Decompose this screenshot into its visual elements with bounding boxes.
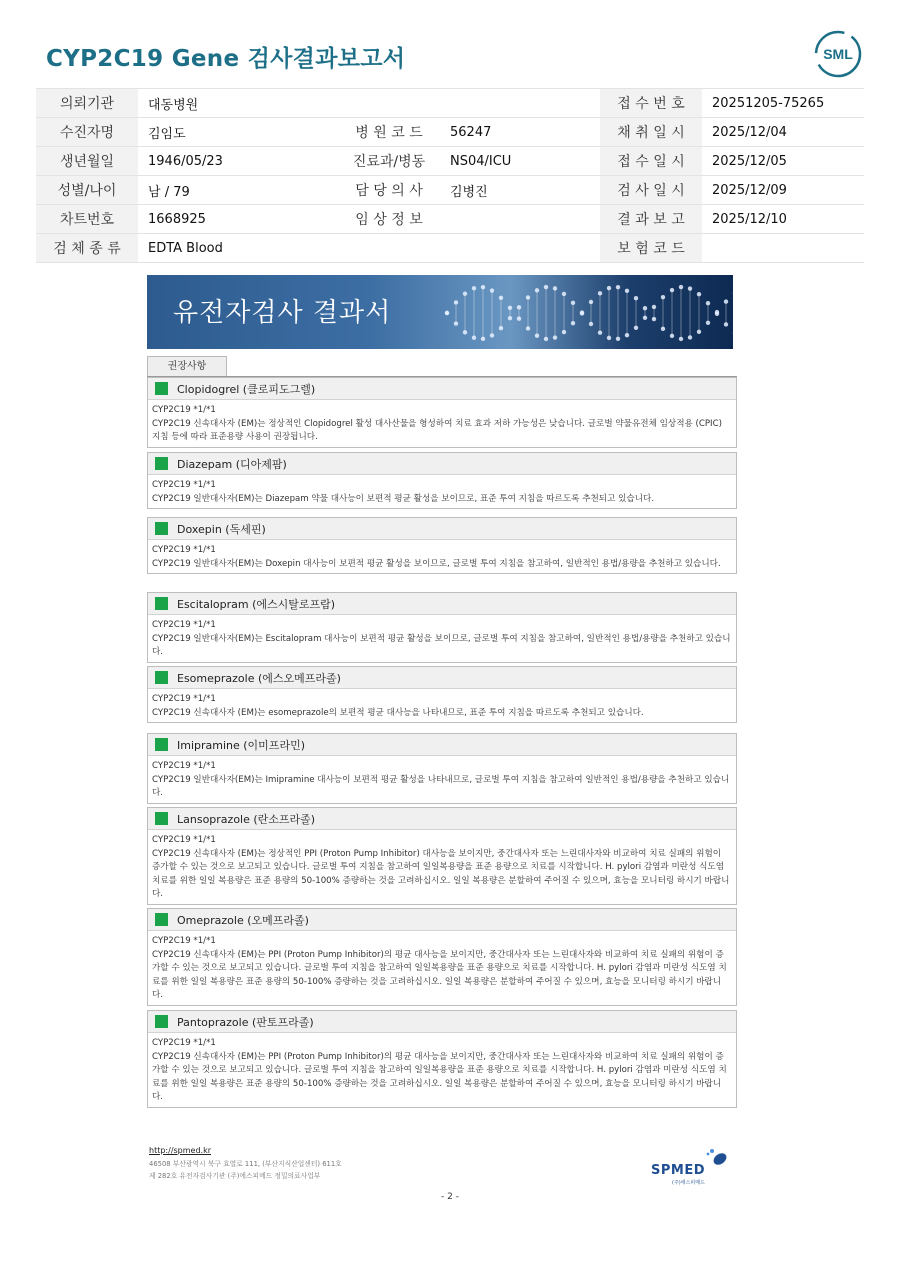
helix-node (715, 310, 719, 314)
recommendation-card (147, 452, 737, 509)
patient-value: 56247 (440, 118, 600, 147)
helix-node (679, 285, 683, 289)
drug-name: Clopidogrel (클로피도그렐) (177, 383, 316, 396)
helix-node (607, 286, 611, 290)
capsule-icon (707, 1149, 729, 1167)
helix-node (679, 337, 683, 341)
drug-header (148, 593, 736, 615)
recommendation-card (147, 592, 737, 663)
helix-node (634, 296, 638, 300)
patient-value: 2025/12/05 (702, 147, 864, 176)
genotype: CYP2C19 *1/*1 (152, 835, 216, 845)
status-square-icon (155, 597, 168, 610)
patient-value (440, 234, 600, 263)
helix-node (526, 326, 530, 330)
drug-recommendation (148, 615, 736, 662)
helix-node (544, 337, 548, 341)
recommendation-text: CYP2C19 일반대사자(EM)는 Diazepam 약물 대사능이 보편적 평균 활성을 보이므로, 표준 투여 지침을 따르도록 추천되고 있습니다. (152, 493, 655, 504)
helix-node (481, 285, 485, 289)
drug-recommendation (148, 540, 736, 573)
drug-header (148, 378, 736, 400)
status-square-icon (155, 913, 168, 926)
banner-title: 유전자검사 결과서 (173, 298, 392, 328)
recommendation-card (147, 908, 737, 1006)
helix-node (634, 326, 638, 330)
helix-node (643, 316, 647, 320)
helix-node (607, 336, 611, 340)
helix-node (652, 305, 656, 309)
drug-header (148, 734, 736, 756)
patient-label: 접 수 일 시 (600, 147, 702, 176)
helix-node (535, 288, 539, 292)
patient-label: 검 체 종 류 (36, 234, 138, 263)
patient-value: 20251205-75265 (702, 89, 864, 118)
patient-row (36, 234, 864, 263)
recommendation-card (147, 666, 737, 723)
patient-value: 1946/05/23 (138, 147, 338, 176)
patient-label: 담 당 의 사 (338, 176, 440, 205)
footer-address (149, 1158, 342, 1182)
drug-name: Lansoprazole (란소프라졸) (177, 813, 316, 826)
drug-name: Omeprazole (오메프라졸) (177, 914, 309, 927)
helix-node (706, 321, 710, 325)
helix-node (580, 310, 584, 314)
recommendation-card (147, 517, 737, 574)
helix-node (508, 316, 512, 320)
status-square-icon (155, 457, 168, 470)
helix-node (508, 306, 512, 310)
patient-value: 김병진 (440, 176, 600, 205)
patient-label: 차트번호 (36, 205, 138, 234)
helix-node (445, 311, 449, 315)
patient-label: 접 수 번 호 (600, 89, 702, 118)
recommendation-text: CYP2C19 신속대사자 (EM)는 PPI (Proton Pump Inhibitor)의 평균 대사능을 보이지만, 중간대사자 또는 느린대사자와 비교하여 치료 실패의 위험이 증가할 수 있는 것으로 보고되고 있습니다. 글로벌 투여 지침을 참고하여 일일복용량을 표준 용량으로 치료를 시작합니다. H. pylori 감염과 미란성 식도염 치료를 위한 일일 복용량은 표준 용량의 50-100% 증량하는 것을 고려하십시오. 일일 복용량은 분할하여 주어질 수 있으며, 효능을 모니터링 하시기 바랍니다. (152, 1051, 727, 1103)
helix-node (670, 334, 674, 338)
helix-node (490, 288, 494, 292)
helix-node (616, 337, 620, 341)
helix-node (625, 289, 629, 293)
drug-header (148, 453, 736, 475)
helix-node (562, 330, 566, 334)
helix-node (688, 335, 692, 339)
drug-name: Doxepin (독세핀) (177, 523, 266, 536)
helix-node (625, 333, 629, 337)
drug-recommendation (148, 689, 736, 722)
helix-node (535, 333, 539, 337)
helix-node (616, 285, 620, 289)
status-square-icon (155, 738, 168, 751)
patient-value: 대동병원 (138, 89, 338, 118)
patient-label: 성별/나이 (36, 176, 138, 205)
patient-info-table (36, 88, 864, 263)
sml-logo (814, 30, 862, 78)
helix-node (517, 305, 521, 309)
patient-value: 1668925 (138, 205, 338, 234)
patient-value: 2025/12/04 (702, 118, 864, 147)
status-square-icon (155, 812, 168, 825)
patient-row (36, 118, 864, 147)
patient-value: 남 / 79 (138, 176, 338, 205)
genotype: CYP2C19 *1/*1 (152, 761, 216, 771)
helix-node (571, 301, 575, 305)
recommendations-tab: 권장사항 (147, 356, 227, 377)
patient-label (338, 234, 440, 263)
drug-name: Diazepam (디아제팜) (177, 458, 287, 471)
patient-value (440, 205, 600, 234)
helix-node (526, 295, 530, 299)
patient-label: 보 험 코 드 (600, 234, 702, 263)
report-banner (147, 275, 733, 349)
report-title: CYP2C19 Gene 검사결과보고서 (46, 46, 406, 72)
patient-value: 2025/12/10 (702, 205, 864, 234)
patient-value: 김임도 (138, 118, 338, 147)
helix-node (472, 336, 476, 340)
genotype: CYP2C19 *1/*1 (152, 1038, 216, 1048)
status-square-icon (155, 671, 168, 684)
recommendation-card (147, 807, 737, 905)
patient-value (440, 89, 600, 118)
drug-recommendation (148, 475, 736, 508)
patient-value: EDTA Blood (138, 234, 338, 263)
drug-recommendation (148, 400, 736, 447)
helix-node (463, 291, 467, 295)
patient-value: 2025/12/09 (702, 176, 864, 205)
drug-recommendation (148, 1033, 736, 1107)
helix-node (661, 327, 665, 331)
helix-node (706, 301, 710, 305)
recommendation-text: CYP2C19 신속대사자 (EM)는 정상적인 Clopidogrel 활성 대사산물을 형성하여 치료 효과 저하 가능성은 낮습니다. 글로벌 약물유전체 임상적용 (CPIC) 지침 등에 따라 표준용량 사용이 권장됩니다. (152, 418, 722, 443)
drug-name: Esomeprazole (에스오메프라졸) (177, 672, 341, 685)
helix-node (661, 295, 665, 299)
helix-node (697, 292, 701, 296)
helix-node (598, 330, 602, 334)
helix-node (652, 317, 656, 321)
drug-header (148, 1011, 736, 1033)
helix-node (571, 321, 575, 325)
drug-recommendation (148, 830, 736, 904)
status-square-icon (155, 522, 168, 535)
genotype: CYP2C19 *1/*1 (152, 545, 216, 555)
patient-label: 의뢰기관 (36, 89, 138, 118)
helix-node (589, 300, 593, 304)
drug-header (148, 667, 736, 689)
helix-node (499, 326, 503, 330)
genotype: CYP2C19 *1/*1 (152, 620, 216, 630)
status-square-icon (155, 1015, 168, 1028)
helix-node (724, 322, 728, 326)
helix-node (553, 335, 557, 339)
helix-node (454, 321, 458, 325)
helix-node (553, 286, 557, 290)
patient-value (702, 234, 864, 263)
patient-label: 수진자명 (36, 118, 138, 147)
patient-label: 채 취 일 시 (600, 118, 702, 147)
helix-node (697, 330, 701, 334)
footer-url[interactable]: http://spmed.kr (149, 1146, 212, 1155)
helix-node (544, 285, 548, 289)
recommendation-text: CYP2C19 신속대사자 (EM)는 정상적인 PPI (Proton Pump Inhibitor) 대사능을 보이지만, 중간대사자 또는 느린대사자와 비교하여 치료 실패의 위험이 증가할 수 있는 것으로 보고되고 있습니다. 글로벌 투여 지침을 참고하여 일일복용량을 표준 용량으로 치료를 시작합니다. H. pylori 감염과 미란성 식도염 치료를 위한 일일 복용량은 표준 용량의 50-100% 증량하는 것을 고려하십시오. 일일 복용량은 분할하여 주어질 수 있으며, 효능을 모니터링 하시기 바랍니다. (152, 848, 730, 900)
patient-label: 진료과/병동 (338, 147, 440, 176)
drug-header (148, 909, 736, 931)
patient-label: 생년월일 (36, 147, 138, 176)
patient-label: 결 과 보 고 (600, 205, 702, 234)
patient-row (36, 147, 864, 176)
patient-row (36, 205, 864, 234)
drug-name: Imipramine (이미프라민) (177, 739, 305, 752)
drug-name: Escitalopram (에스시탈로프람) (177, 598, 336, 611)
helix-node (643, 306, 647, 310)
helix-node (472, 286, 476, 290)
helix-node (598, 291, 602, 295)
drug-name: Pantoprazole (판토프라졸) (177, 1016, 314, 1029)
helix-node (481, 337, 485, 341)
patient-row (36, 89, 864, 118)
patient-label (338, 89, 440, 118)
recommendation-text: CYP2C19 일반대사자(EM)는 Doxepin 대사능이 보편적 평균 활성을 보이므로, 글로벌 투여 지침을 참고하여, 일반적인 용법/용량을 추천하고 있습니다. (152, 558, 721, 569)
helix-node (517, 316, 521, 320)
footer-address-line: 46508 부산광역시 북구 효열로 111, (부산지식산업센터) 611호 (149, 1160, 342, 1168)
genotype: CYP2C19 *1/*1 (152, 405, 216, 415)
status-square-icon (155, 382, 168, 395)
spmed-brand: SPMED (651, 1163, 705, 1178)
patient-value: NS04/ICU (440, 147, 600, 176)
helix-node (454, 300, 458, 304)
logo-text: SML (823, 46, 853, 62)
helix-node (562, 292, 566, 296)
helix-node (463, 330, 467, 334)
patient-label: 검 사 일 시 (600, 176, 702, 205)
genotype: CYP2C19 *1/*1 (152, 694, 216, 704)
helix-node (589, 322, 593, 326)
recommendation-card (147, 377, 737, 448)
drug-recommendation (148, 756, 736, 803)
recommendation-text: CYP2C19 신속대사자 (EM)는 esomeprazole의 보편적 평균 대사능을 나타내므로, 표준 투여 지침을 따르도록 추천되고 있습니다. (152, 707, 644, 718)
genotype: CYP2C19 *1/*1 (152, 936, 216, 946)
helix-node (490, 333, 494, 337)
helix-node (724, 299, 728, 303)
patient-label: 임 상 정 보 (338, 205, 440, 234)
recommendation-card (147, 733, 737, 804)
genotype: CYP2C19 *1/*1 (152, 480, 216, 490)
helix-node (499, 296, 503, 300)
recommendation-text: CYP2C19 일반대사자(EM)는 Imipramine 대사능이 보편적 평균 활성을 나타내므로, 글로벌 투여 지침을 참고하여 일반적인 용법/용량을 추천하고 있습니다. (152, 774, 730, 799)
drug-recommendation (148, 931, 736, 1005)
drug-header (148, 808, 736, 830)
page-number: - 2 - (441, 1192, 459, 1202)
helix-node (688, 286, 692, 290)
patient-label: 병 원 코 드 (338, 118, 440, 147)
patient-row (36, 176, 864, 205)
footer-license-line: 제 282호 유전자검사기관 (주)에스피메드 정밀의료사업부 (149, 1172, 321, 1180)
recommendation-text: CYP2C19 신속대사자 (EM)는 PPI (Proton Pump Inhibitor)의 평균 대사능을 보이지만, 중간대사자 또는 느린대사자와 비교하여 치료 실패의 위험이 증가할 수 있는 것으로 보고되고 있습니다. 글로벌 투여 지침을 참고하여 일일복용량을 표준 용량으로 치료를 시작합니다. H. pylori 감염과 미란성 식도염 치료를 위한 일일 복용량은 표준 용량의 50-100% 증량하는 것을 고려하십시오. 일일 복용량은 분할하여 주어질 수 있으며, 효능을 모니터링 하시기 바랍니다. (152, 949, 727, 1001)
helix-node (670, 288, 674, 292)
spmed-brand-sub: (주)에스피메드 (672, 1180, 705, 1186)
recommendation-text: CYP2C19 일반대사자(EM)는 Escitalopram 대사능이 보편적 평균 활성을 보이므로, 글로벌 투여 지침을 참고하여, 일반적인 용법/용량을 추천하고 있습니다. (152, 633, 731, 658)
recommendation-card (147, 1010, 737, 1108)
drug-header (148, 518, 736, 540)
